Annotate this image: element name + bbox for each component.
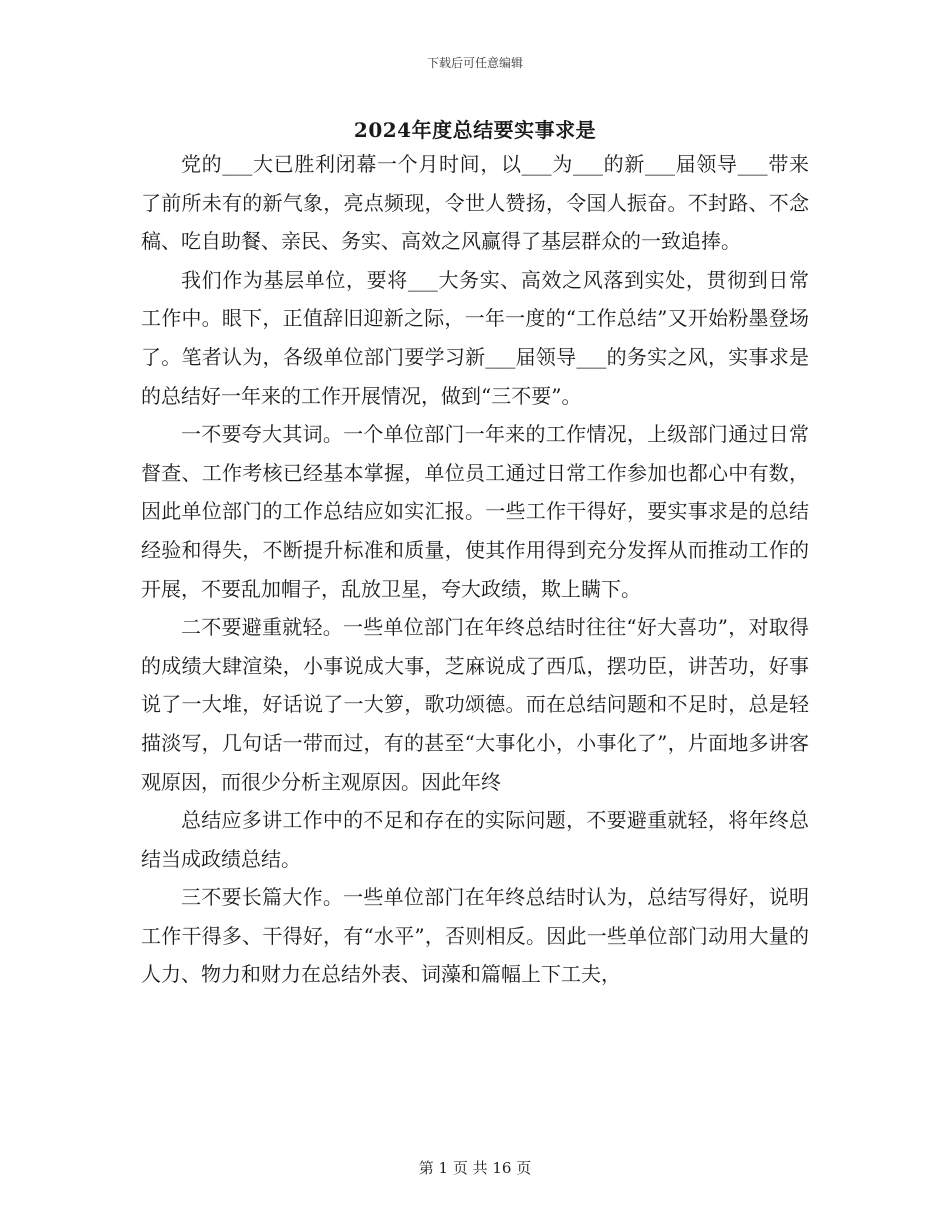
document-title: 2024年度总结要实事求是 [353,118,597,142]
paragraph-3: 一不要夸大其词。一个单位部门一年来的工作情况，上级部门通过日常督查、工作考核已经基本掌握，单位员工通过日常工作参加也都心中有数，因此单位部门的工作总结应如实汇报。一些工作干得好，要实事求是的总结经验和得失，不断提升标准和质量，使其作用得到充分发挥从而推动工作的开展，不要乱加帽子，乱放卫星，夸大政绩，欺上瞒下。 [141,422,809,601]
paragraph-5: 总结应多讲工作中的不足和存在的实际问题，不要避重就轻，将年终总结当成政绩总结。 [141,808,809,871]
paragraph-2: 我们作为基层单位，要将___大务实、高效之风落到实处，贯彻到日常工作中。眼下，正值辞旧迎新之际，一年一度的“工作总结”又开始粉墨登场了。笔者认为，各级单位部门要学习新___届领导___的务实之风，实事求是的总结好一年来的工作开展情况，做到“三不要”。 [141,267,809,408]
page-number: 第 1 页 共 16 页 [418,1159,532,1177]
header-note: 下载后可任意编辑 [426,56,523,70]
document-body [141,145,809,994]
paragraph-4: 二不要避重就轻。一些单位部门在年终总结时往往“好大喜功”，对取得的成绩大肆渲染，小事说成大事，芝麻说成了西瓜，摆功臣，讲苦功，好事说了一大堆，好话说了一大箩，歌功颂德。而在总结问题和不足时，总是轻描淡写，几句话一带而过，有的甚至“大事化小，小事化了”，片面地多讲客观原因，而很少分析主观原因。因此年终 [141,615,809,794]
paragraph-1: 党的___大已胜利闭幕一个月时间，以___为___的新___届领导___带来了前所未有的新气象，亮点频现，令世人赞扬，令国人振奋。不封路、不念稿、吃自助餐、亲民、务实、高效之风赢得了基层群众的一致追捧。 [141,152,809,254]
paragraph-6: 三不要长篇大作。一些单位部门在年终总结时认为，总结写得好，说明工作干得多、干得好，有“水平”，否则相反。因此一些单位部门动用大量的人力、物力和财力在总结外表、词藻和篇幅上下工夫， [141,885,809,987]
